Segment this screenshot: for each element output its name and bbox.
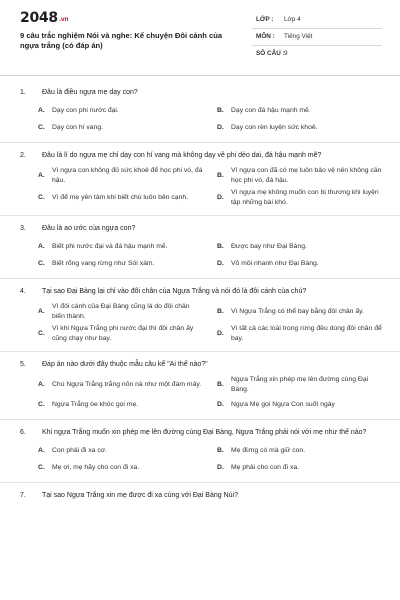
- option-letter: A.: [38, 308, 45, 315]
- meta-value: 9: [284, 50, 288, 57]
- option-text: Ngựa Trắng xin phép mẹ lên đường cùng Đại Bàng.: [231, 376, 369, 393]
- option-letter: B.: [217, 242, 224, 250]
- answer-options: [16, 375, 382, 419]
- option-text: Dạy con phi nước đại.: [52, 106, 119, 114]
- option-letter: A.: [38, 381, 45, 388]
- answer-option[interactable]: [38, 188, 203, 208]
- question-item: [0, 279, 400, 351]
- option-letter: B.: [217, 308, 224, 315]
- question-stem: [16, 279, 382, 302]
- option-letter: A.: [38, 242, 45, 250]
- option-letter: D.: [217, 400, 224, 408]
- answer-option[interactable]: [38, 324, 203, 344]
- answer-option[interactable]: [38, 397, 203, 412]
- option-text: Vì Ngựa Trắng có thể bay bằng đôi chân ấy.: [231, 308, 364, 315]
- meta-value: Lớp 4: [284, 16, 301, 23]
- question-number: 5.: [20, 361, 26, 368]
- meta-row-class: [252, 12, 382, 29]
- answer-option[interactable]: [38, 443, 203, 458]
- answer-option[interactable]: [38, 120, 203, 135]
- answer-option[interactable]: [217, 239, 382, 254]
- question-text: Đáp án nào dưới đây thuộc mẫu câu kể "Ai thế nào?": [42, 361, 208, 368]
- option-letter: A.: [38, 106, 45, 114]
- question-stem: [16, 143, 382, 166]
- option-text: Vì ngựa con đã có mẹ luôn bảo vệ nên không cần học phi vó, đá hậu.: [231, 167, 382, 184]
- question-number: 1.: [20, 89, 26, 96]
- answer-option[interactable]: [217, 460, 382, 475]
- option-letter: D.: [217, 463, 224, 471]
- answer-option[interactable]: [217, 302, 382, 322]
- worksheet-header: [0, 0, 400, 74]
- option-text: Vì đôi cánh của Đại Bàng cũng là do đôi chân biến thành.: [52, 303, 190, 320]
- option-text: Được bay như Đại Bàng.: [231, 242, 307, 250]
- answer-option[interactable]: [217, 375, 382, 395]
- question-number: 3.: [20, 225, 26, 232]
- question-number: 4.: [20, 288, 26, 295]
- question-text: Tại sao Đại Bàng lại chỉ vào đôi chân của Ngựa Trắng và nói đó là đôi cánh của chú?: [42, 288, 307, 295]
- question-text: Đâu là ao ước của ngựa con?: [42, 225, 136, 232]
- option-letter: C.: [38, 194, 45, 201]
- option-text: Võ mồi nhanh như Đại Bàng.: [231, 259, 319, 267]
- option-letter: C.: [38, 330, 45, 337]
- question-stem: [16, 80, 382, 103]
- meta-row-count: [252, 46, 382, 62]
- question-text: Đâu là lí do ngựa mẹ chỉ dạy con hí vang mà không dạy về phi dẻo dai, đá hậu mạnh mẽ?: [42, 152, 322, 159]
- answer-options: [16, 302, 382, 351]
- question-item: [0, 80, 400, 142]
- answer-option[interactable]: [38, 166, 203, 186]
- option-text: Mẹ đừng có mà giữ con.: [231, 446, 306, 454]
- option-letter: A.: [38, 172, 45, 179]
- option-letter: B.: [217, 381, 224, 388]
- answer-option[interactable]: [217, 103, 382, 118]
- question-text: Tại sao Ngựa Trắng xin mẹ được đi xa cùng với Đại Bàng Núi?: [42, 492, 238, 499]
- answer-option[interactable]: [217, 443, 382, 458]
- meta-label: MÔN :: [256, 33, 275, 40]
- option-letter: C.: [38, 400, 45, 408]
- option-letter: D.: [217, 259, 224, 267]
- option-text: Dạy con rèn luyện sức khoẻ.: [231, 123, 318, 131]
- worksheet-meta: [252, 12, 382, 62]
- meta-row-subject: [252, 29, 382, 46]
- question-number: 7.: [20, 492, 26, 499]
- question-number: 2.: [20, 152, 26, 159]
- option-letter: C.: [38, 259, 45, 267]
- option-text: Ngựa Mẹ gọi Ngựa Con suốt ngày: [231, 400, 335, 408]
- answer-option[interactable]: [217, 397, 382, 412]
- question-list: [0, 80, 400, 506]
- worksheet-title: 9 câu trắc nghiệm Nói và nghe: Kể chuyện Đôi cánh của ngựa trắng (có đáp án): [20, 31, 223, 50]
- answer-option[interactable]: [38, 239, 203, 254]
- question-item: [0, 352, 400, 419]
- answer-option[interactable]: [217, 324, 382, 344]
- option-text: Biết rống vang rừng như Sói xám.: [52, 259, 155, 267]
- option-letter: B.: [217, 446, 224, 454]
- option-text: Chú Ngựa Trắng trắng nõn nà như một đám mây.: [52, 381, 202, 388]
- question-stem: [16, 216, 382, 239]
- answer-option[interactable]: [217, 166, 382, 186]
- answer-option[interactable]: [217, 120, 382, 135]
- question-item: [0, 143, 400, 215]
- meta-value: Tiếng Việt: [284, 33, 313, 40]
- option-letter: A.: [38, 446, 45, 454]
- question-stem: [16, 420, 382, 443]
- answer-option[interactable]: [38, 256, 203, 271]
- answer-option[interactable]: [217, 188, 382, 208]
- option-letter: D.: [217, 194, 224, 201]
- question-text: Đâu là điều ngựa mẹ dạy con?: [42, 89, 138, 96]
- option-text: Dạy con hí vang.: [52, 123, 104, 131]
- answer-options: [16, 166, 382, 215]
- option-text: Dạy con đá hậu mạnh mẽ.: [231, 106, 311, 114]
- option-letter: C.: [38, 123, 45, 131]
- header-divider: [0, 75, 400, 76]
- option-text: Con phải đi xa cơ.: [52, 446, 108, 454]
- option-text: Vì khi Ngựa Trắng phi nước đại thì đôi chân ấy cũng chạy như bay.: [52, 325, 194, 342]
- option-letter: C.: [38, 463, 45, 471]
- option-text: Ngựa Trắng òe khóc gọi mẹ.: [52, 400, 139, 408]
- logo-domain: .vn: [58, 16, 69, 23]
- answer-option[interactable]: [38, 103, 203, 118]
- meta-label: SỐ CÂU :: [256, 50, 285, 57]
- option-letter: D.: [217, 330, 224, 337]
- answer-option[interactable]: [38, 460, 203, 475]
- question-stem: [16, 483, 382, 506]
- option-text: Vì tất cả các loài trong rừng đều dùng đôi chân để bay.: [231, 325, 382, 342]
- question-number: 6.: [20, 429, 26, 436]
- site-logo[interactable]: [20, 10, 68, 26]
- question-text: Khi ngựa Trắng muốn xin phép mẹ lên đường cùng Đại Bàng, Ngựa Trắng phải nói với mẹ như thế nào?: [42, 429, 367, 436]
- question-stem: [16, 352, 382, 375]
- answer-option[interactable]: [217, 256, 382, 271]
- option-text: Biết phi nước đại và đá hậu mạnh mẽ.: [52, 242, 168, 250]
- question-item: [0, 483, 400, 506]
- option-letter: B.: [217, 106, 224, 114]
- question-item: [0, 216, 400, 278]
- option-letter: B.: [217, 172, 224, 179]
- option-text: Vì để mẹ yên tâm khi biết chú luôn bên cạnh.: [52, 194, 189, 201]
- meta-label: LỚP :: [256, 16, 274, 23]
- answer-options: [16, 239, 382, 278]
- option-text: Vì ngựa mẹ không muốn con bị thương khi luyện tập những bài khó.: [231, 189, 379, 206]
- option-text: Mẹ ơi, mẹ hãy cho con đi xa.: [52, 463, 140, 471]
- answer-option[interactable]: [38, 302, 203, 322]
- question-item: [0, 420, 400, 482]
- answer-option[interactable]: [38, 375, 203, 395]
- option-text: Mẹ phải cho con đi xa.: [231, 463, 300, 471]
- answer-options: [16, 443, 382, 482]
- logo-text: 2048: [20, 10, 58, 26]
- answer-options: [16, 103, 382, 142]
- option-letter: D.: [217, 123, 224, 131]
- option-text: Vì ngựa con không đủ sức khoẻ để học phi vó, đá hậu.: [52, 167, 203, 184]
